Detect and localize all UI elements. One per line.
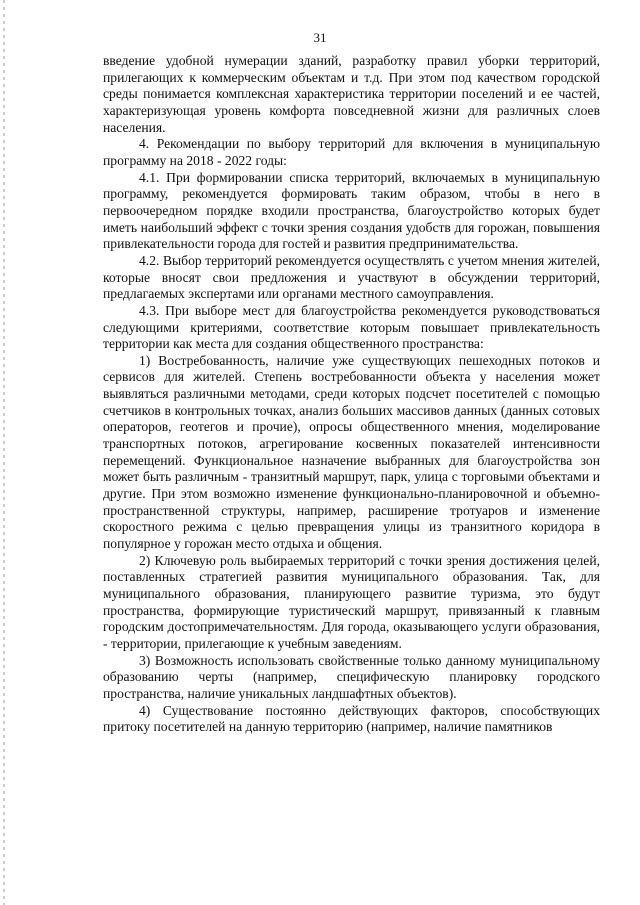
paragraph-continuation: введение удобной нумерации зданий, разработку правил уборки территорий, прилегающих к коммерческим объектам и т.д. При этом под качеством городской среды понимается комплексная характеристика территории поселений и ее частей, характеризующая уровень комфорта повседневной жизни для различных слоев населения.: [103, 53, 600, 135]
page-number: 31: [313, 30, 327, 45]
section-4-heading: 4. Рекомендации по выбору территорий для включения в муниципальную программу на 2018 - 2022 годы:: [103, 136, 600, 168]
criterion-4: 4) Существование постоянно действующих факторов, способствующих притоку посетителей на данную территорию (например, наличие памятников: [103, 702, 600, 735]
criterion-1: 1) Востребованность, наличие уже существующих пешеходных потоков и сервисов для жителей. Степень востребованности объекта у населения может выявляться различными методами, среди которых подсчет посетителей с помощью счетчиков в контрольных точках, анализ больших массивов данных (данных сотовых операторов, геотегов и прочие), опросы общественного мнения, моделирование транспортных потоков, агрегирование косвенных показателей интенсивности перемещений. Функциональное назначение выбранных для благоустройства зон может быть различным - транзитный маршрут, парк, улица с торговыми объектами и другие. При этом возможно изменение функционально-планировочной и объемно-пространственной структуры, например, расширение тротуаров и изменение скоростного режима с целью превращения улицы из транзитного коридора в популярное у горожан место отдыха и общения.: [103, 352, 600, 552]
scan-edge-artifact: [3, 0, 5, 905]
document-body: [103, 53, 600, 736]
paragraph-4-3: 4.3. При выборе мест для благоустройства рекомендуется руководствоваться следующими критериями, соответствие которым повышает привлекательность территории как места для создания общественного пространства:: [103, 302, 600, 352]
criterion-2: 2) Ключевую роль выбираемых территорий с точки зрения достижения целей, поставленных стратегией развития муниципального образования. Так, для муниципального образования, планирующего развитие туризма, это будут пространства, формирующие туристический маршрут, привязанный к главным городским достопримечательностям. Для города, оказывающего услуги образования, - территории, прилегающие к учебным заведениям.: [103, 552, 600, 651]
criterion-3: 3) Возможность использовать свойственные только данному муниципальному образованию черты (например, специфическую планировку городского пространства, наличие уникальных ландшафтных объектов).: [103, 652, 600, 701]
paragraph-4-1: 4.1. При формировании списка территорий, включаемых в муниципальную программу, рекомендуется формировать таким образом, чтобы в него в первоочередном порядке входили пространства, благоустройство которых будет иметь наибольший эффект с точки зрения создания удобств для горожан, повышения привлекательности города для гостей и развития предпринимательства.: [103, 169, 600, 252]
paragraph-4-2: 4.2. Выбор территорий рекомендуется осуществлять с учетом мнения жителей, которые вносят свои предложения и участвуют в обсуждении территорий, предлагаемых экспертами или органами местного самоуправления.: [103, 252, 600, 302]
